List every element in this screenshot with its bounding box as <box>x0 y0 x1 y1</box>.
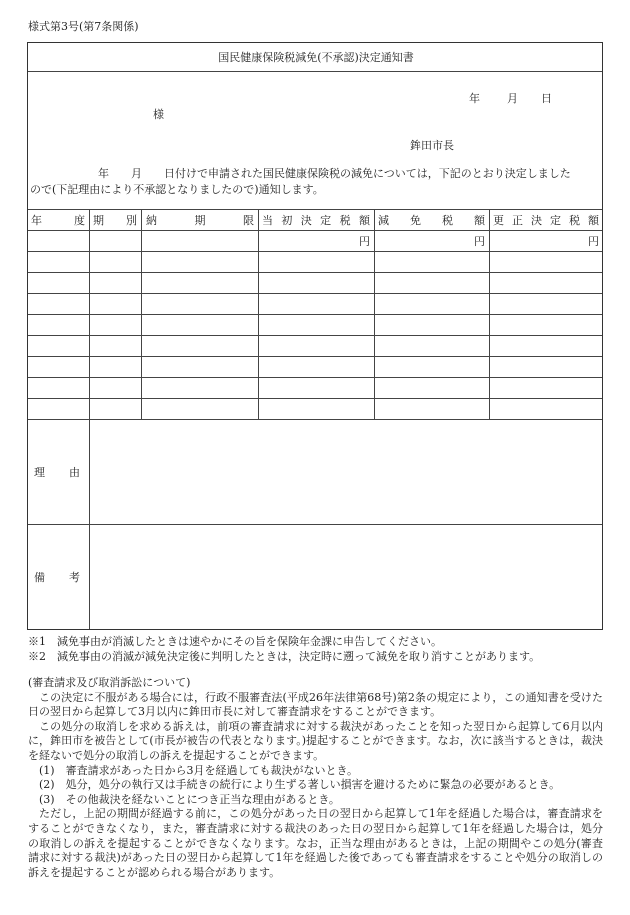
header-installment: 期 別 <box>93 214 137 227</box>
row-divider <box>28 293 602 294</box>
addressee-suffix: 様 <box>153 108 164 121</box>
column-divider <box>89 209 90 419</box>
appeal-section <box>28 676 603 880</box>
appeal-item-1: (1) 審査請求があった日から3月を経過しても裁決がないとき。 <box>39 763 359 777</box>
body-text-line-2: ので(下記理由により不承認となりましたので)通知します。 <box>30 183 324 196</box>
issuer-name: 鉾田市長 <box>410 139 454 152</box>
date-month-label: 月 <box>507 92 518 105</box>
body-text-line-1: 年 月 日付けで申請された国民健康保険税の減免については，下記のとおり決定しました <box>98 167 571 180</box>
column-divider <box>258 209 259 419</box>
table-top-border <box>28 209 602 210</box>
row-divider <box>28 272 602 273</box>
title-divider <box>28 71 602 72</box>
appeal-paragraph-3: ただし，上記の期間が経過する前に，この処分があった日の翌日から起算して1年を経過した場合は，審査請求をすることができなくなり，また，審査請求に対する裁決のあった日の翌日から起算して1年を経過した場合は，処分の取消しの訴えを提起することができなくなります。なお，正当な理由があるときは，上記の期間やこの処分(審査請求に対する裁決)があった日の翌日から起算して1年を経過した後であっても審査請求をすることや処分の取消しの訴えを提起することが認められる場合があります。 <box>28 807 603 879</box>
notice-form-frame <box>27 42 603 630</box>
reason-label: 理 由 <box>34 466 80 479</box>
row-divider <box>28 335 602 336</box>
unit-yen-initial: 円 <box>359 235 370 248</box>
column-divider <box>489 209 490 419</box>
appeal-paragraph-2: この処分の取消しを求める訴えは，前項の審査請求に対する裁決があったことを知った翌日から起算して6月以内に，鉾田市を被告として(市長が被告の代表となります。)提起することができます。なお，次に該当するときは，裁決を経ないで処分の取消しの訴えを提起することができます。 <box>28 719 603 762</box>
notes-section <box>28 634 603 664</box>
note-1: ※1 減免事由が消滅したときは速やかにその旨を保険年金課に申告してください。 <box>28 635 442 648</box>
date-day-label: 日 <box>541 92 552 105</box>
row-divider <box>28 377 602 378</box>
date-year-label: 年 <box>469 92 480 105</box>
header-corrected-tax: 更 正 決 定 税 額 <box>493 214 599 227</box>
reason-remarks-divider <box>28 524 602 525</box>
table-bottom-border <box>28 419 602 420</box>
row-divider <box>28 398 602 399</box>
unit-yen-reduction: 円 <box>474 235 485 248</box>
header-bottom-border <box>28 230 602 231</box>
header-fiscal-year: 年 度 <box>31 214 85 227</box>
document-title: 国民健康保険税減免(不承認)決定通知書 <box>218 51 414 64</box>
row-divider <box>28 314 602 315</box>
row-divider <box>28 251 602 252</box>
column-divider <box>374 209 375 419</box>
column-divider <box>141 209 142 419</box>
unit-yen-corrected: 円 <box>588 235 599 248</box>
appeal-item-2: (2) 処分，処分の執行又は手続きの続行により生ずる著しい損害を避けるために緊急の必要があるとき。 <box>39 778 561 792</box>
appeal-heading: (審査請求及び取消訴訟について) <box>28 676 191 689</box>
remarks-label: 備 考 <box>34 571 80 584</box>
appeal-paragraph-1: この決定に不服がある場合には，行政不服審査法(平成26年法律第68号)第2条の規定により，この通知書を受けた日の翌日から起算して3月以内に鉾田市長に対して審査請求をすることができます。 <box>28 690 603 719</box>
row-divider <box>28 356 602 357</box>
header-reduction-amount: 減 免 税 額 <box>378 214 485 227</box>
header-due-date: 納 期 限 <box>146 214 254 227</box>
header-initial-tax: 当 初 決 定 税 額 <box>262 214 370 227</box>
appeal-item-3: (3) その他裁決を経ないことにつき正当な理由があるとき。 <box>39 792 340 806</box>
form-number-label: 様式第3号(第7条関係) <box>28 20 139 33</box>
note-2: ※2 減免事由の消滅が減免決定後に判明したときは，決定時に遡って減免を取り消すことがあります。 <box>28 650 541 663</box>
